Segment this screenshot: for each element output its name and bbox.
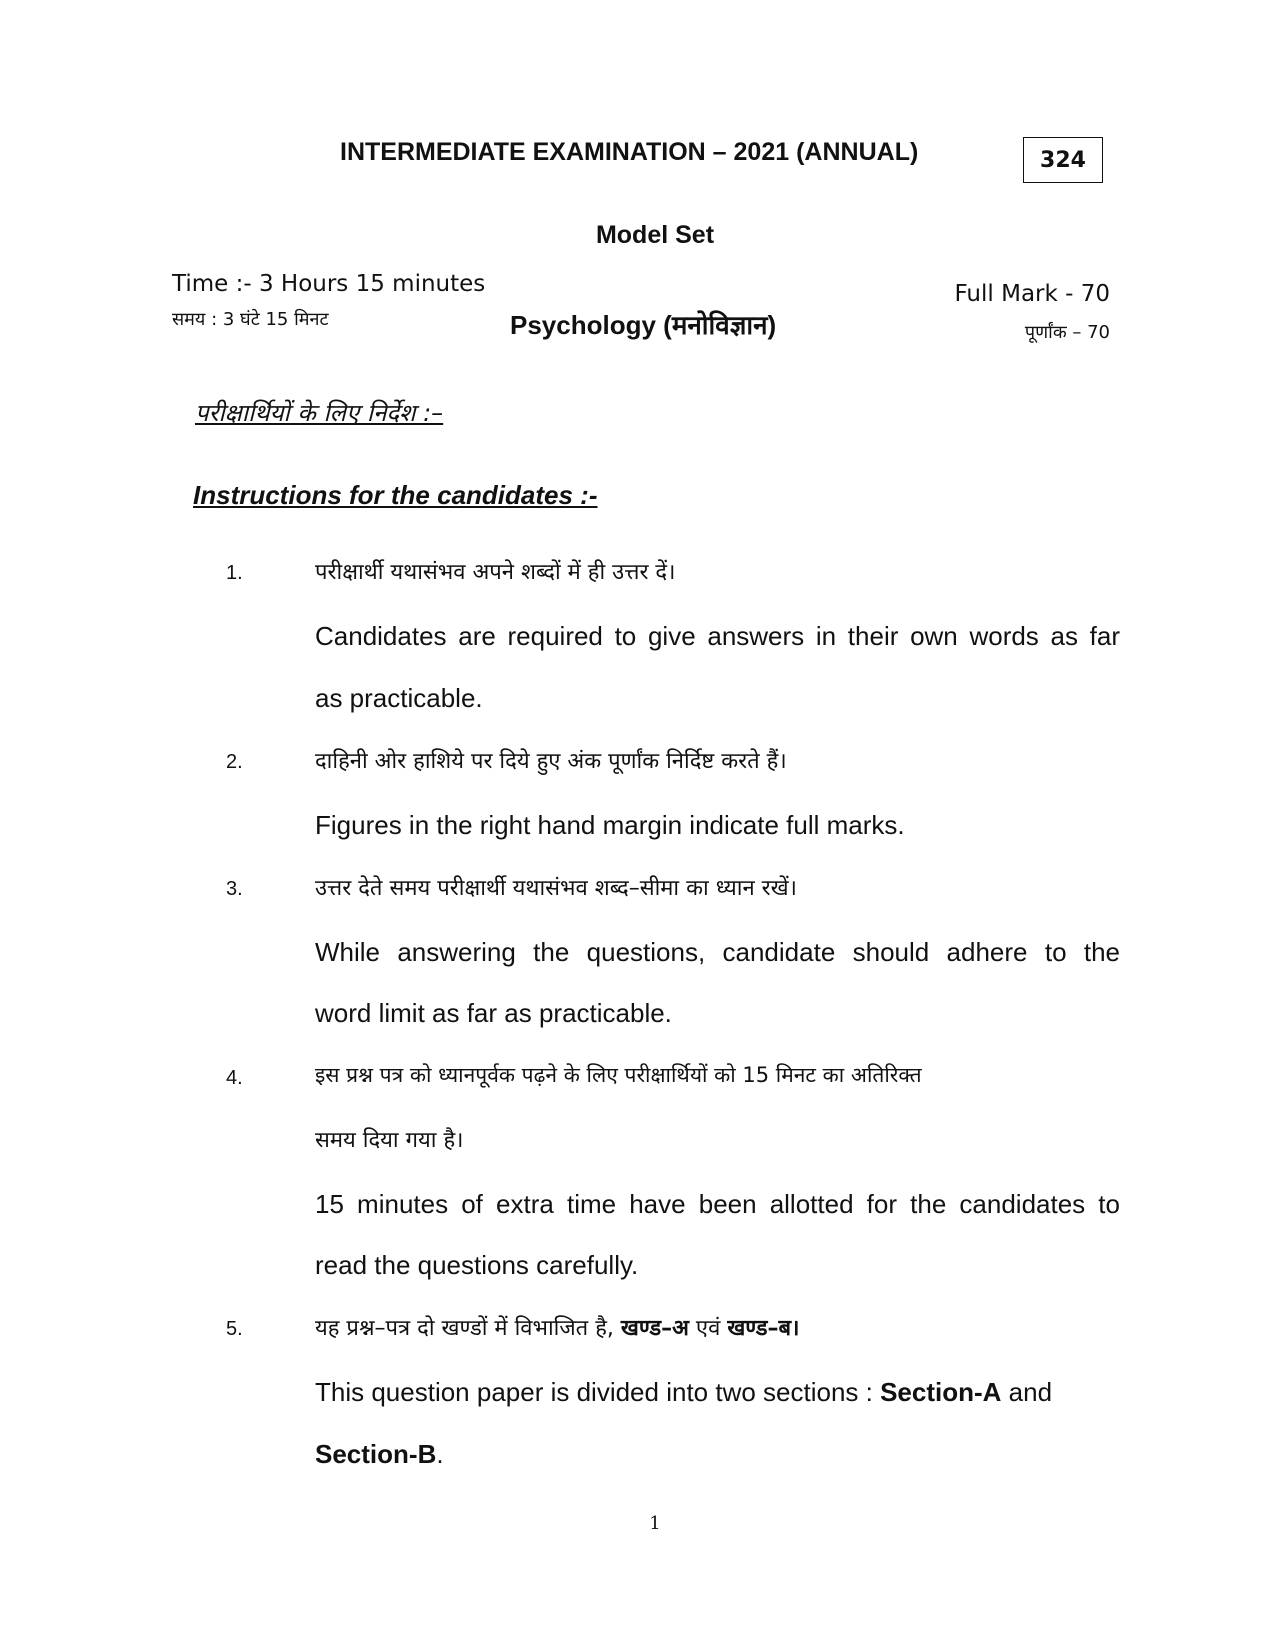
instructions-heading-hindi: परीक्षार्थियों के लिए निर्देश :– [195,399,444,427]
conjunction-english: and [1001,1377,1053,1407]
conjunction-hindi: एवं [688,1316,728,1341]
instruction-number: 2. [226,751,243,773]
model-set-label: Model Set [595,221,715,249]
instruction-english-text: This question paper is divided into two sections : [315,1377,881,1407]
instruction-number: 5. [226,1318,243,1340]
instruction-hindi: परीक्षार्थी यथासंभव अपने शब्दों में ही उत्तर दें। [315,560,676,585]
instruction-english-period: . [436,1439,444,1469]
instruction-number: 3. [226,878,243,900]
instruction-number: 4. [226,1067,243,1089]
instruction-hindi-text: यह प्रश्न–पत्र दो खण्डों में विभाजित है, [315,1316,621,1341]
instruction-english: Candidates are required to give answers in their own words as far [315,621,1120,651]
section-b-hindi: खण्ड–ब। [727,1316,800,1341]
instruction-english: read the questions carefully. [315,1250,639,1280]
instruction-english: While answering the questions, candidate should adhere to the [315,937,1120,967]
instruction-hindi: दाहिनी ओर हाशिये पर दिये हुए अंक पूर्णांक निर्दिष्ट करते हैं। [315,749,787,774]
section-a-english: Section-A [880,1377,1002,1407]
instruction-english: 15 minutes of extra time have been allotted for the candidates to [315,1189,1120,1219]
instruction-english [315,1377,1120,1408]
section-a-hindi: खण्ड–अ [620,1316,689,1341]
instruction-english: Figures in the right hand margin indicate full marks. [315,810,905,840]
subject-title: Psychology (मनोविज्ञान) [510,310,777,340]
instruction-hindi: इस प्रश्न पत्र को ध्यानपूर्वक पढ़ने के लिए परीक्षार्थियों को 15 मिनट का अतिरिक्त [315,1063,922,1087]
instruction-number: 1. [226,562,243,584]
time-hindi: समय : 3 घंटे 15 मिनट [172,309,329,330]
page-number: 1 [649,1513,661,1534]
instruction-english [315,1439,1120,1470]
instructions-heading-english: Instructions for the candidates :- [193,480,598,510]
full-mark-hindi: पूर्णांक – 70 [1024,322,1110,343]
paper-code-box: 324 [1023,137,1103,183]
instruction-hindi [315,1312,799,1342]
section-b-english: Section-B [315,1439,437,1469]
instruction-english: as practicable. [315,683,483,713]
time-english: Time :- 3 Hours 15 minutes [172,271,486,297]
full-mark-english: Full Mark - 70 [954,281,1110,307]
instruction-hindi: समय दिया गया है। [315,1128,464,1153]
instruction-hindi: उत्तर देते समय परीक्षार्थी यथासंभव शब्द–सीमा का ध्यान रखें। [315,876,797,901]
exam-title: INTERMEDIATE EXAMINATION – 2021 (ANNUAL) [340,138,919,166]
instruction-english: word limit as far as practicable. [315,998,672,1028]
